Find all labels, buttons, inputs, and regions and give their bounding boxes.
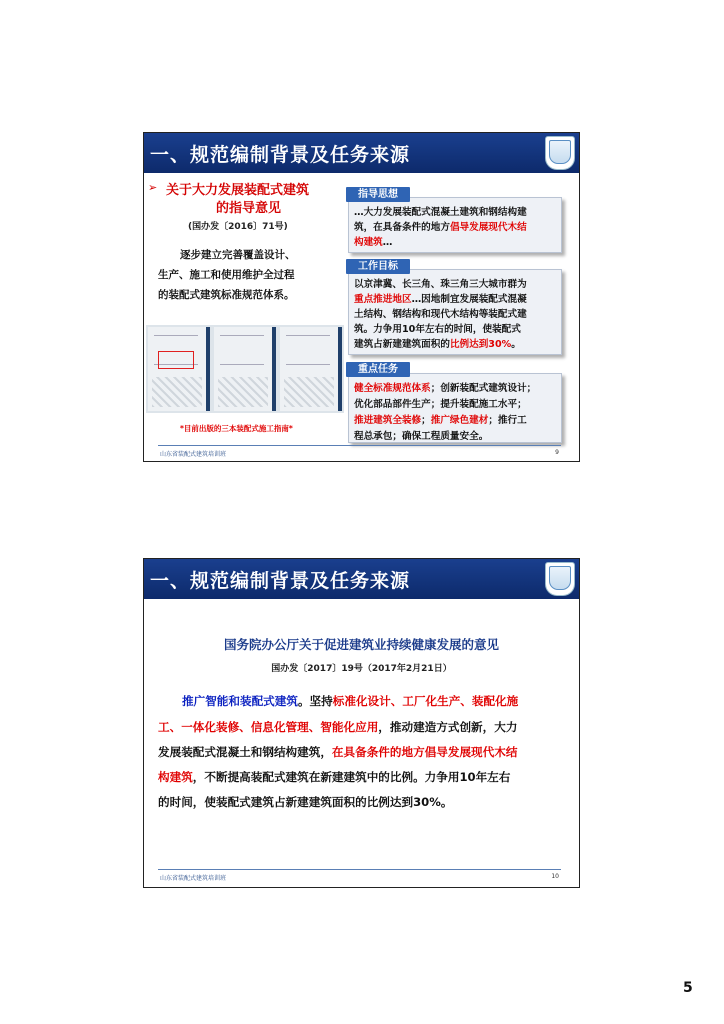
book-cover — [280, 327, 342, 411]
page-number: 5 — [683, 980, 693, 996]
opinion-heading: 国务院办公厅关于促进建筑业持续健康发展的意见 — [223, 637, 499, 652]
title-bar — [144, 559, 579, 599]
slide-title: 一、规范编制背景及任务来源 — [150, 570, 411, 592]
paragraph-line: 的时间，使装配式建筑占新建建筑面积的比例达到30%。 — [158, 795, 453, 809]
work-goal-box — [348, 269, 562, 355]
box-line: 土结构、钢结构和现代木结构等装配式建 — [354, 309, 527, 320]
policy-doc-number: (国办发〔2016〕71号) — [188, 222, 288, 232]
paragraph-line: 推广智能和装配式建筑。坚持标准化设计、工厂化生产、装配化施 — [182, 694, 519, 708]
box-line: 健全标准规范体系；创新装配式建筑设计； — [354, 383, 537, 394]
box-line: …大力发展装配式混凝土建筑和钢结构建 — [354, 207, 527, 218]
opinion-doc-number: 国办发〔2017〕19号（2017年2月21日） — [271, 664, 452, 674]
tab-work-goal: 工作目标 — [346, 259, 410, 274]
box-line: 以京津冀、长三角、珠三角三大城市群为 — [354, 279, 527, 290]
footer-divider — [158, 445, 561, 446]
footer-text: 山东省装配式建筑培训班 — [160, 875, 227, 882]
paragraph-line: 构建筑，不断提高装配式建筑在新建建筑中的比例。力争用10年左右 — [158, 770, 511, 784]
slide-10 — [143, 558, 580, 888]
box-line: 程总承包；确保工程质量安全。 — [354, 431, 489, 442]
slide-page-number: 9 — [555, 449, 559, 456]
box-line: 建筑占新建建筑面积的比例达到30%。 — [354, 339, 521, 350]
footer-divider — [158, 869, 561, 870]
box-line: 筑，在具备条件的地方倡导发展现代木结 — [354, 222, 527, 233]
university-logo-icon — [545, 136, 575, 170]
policy-heading-line2: 的指导意见 — [216, 201, 282, 216]
paragraph-line: 工、一体化装修、信息化管理、智能化应用，推动建造方式创新，大力 — [158, 720, 518, 734]
book-cover — [148, 327, 210, 411]
bullet-arrow-icon: ➢ — [148, 181, 158, 194]
title-bar — [144, 133, 579, 173]
slide-9 — [143, 132, 580, 462]
policy-heading-line1: 关于大力发展装配式建筑 — [166, 183, 310, 198]
box-line: 推进建筑全装修；推广绿色建材；推行工 — [354, 415, 527, 426]
body-line: 生产、施工和使用维护全过程 — [158, 269, 295, 281]
guiding-ideology-box — [348, 197, 562, 253]
tab-guiding-ideology: 指导思想 — [346, 187, 410, 202]
footer-text: 山东省装配式建筑培训班 — [160, 451, 227, 458]
body-line: 的装配式建筑标准规范体系。 — [158, 289, 295, 301]
university-logo-icon — [545, 562, 575, 596]
paragraph-line: 发展装配式混凝土和钢结构建筑，在具备条件的地方倡导发展现代木结 — [158, 745, 518, 759]
covers-caption: *目前出版的三本装配式施工指南* — [180, 424, 293, 433]
book-covers-image — [146, 325, 344, 413]
box-line: 重点推进地区…因地制宜发展装配式混凝 — [354, 294, 527, 305]
slide-title: 一、规范编制背景及任务来源 — [150, 144, 411, 166]
box-line: 筑。力争用10年左右的时间，使装配式 — [354, 324, 521, 335]
body-line: 逐步建立完善覆盖设计、 — [180, 249, 296, 261]
tab-key-tasks: 重点任务 — [346, 362, 410, 377]
box-line: 优化部品部件生产；提升装配施工水平； — [354, 399, 527, 410]
book-cover — [214, 327, 276, 411]
key-tasks-box — [348, 373, 562, 443]
slide-page-number: 10 — [551, 873, 559, 880]
box-line: 构建筑… — [354, 237, 393, 248]
